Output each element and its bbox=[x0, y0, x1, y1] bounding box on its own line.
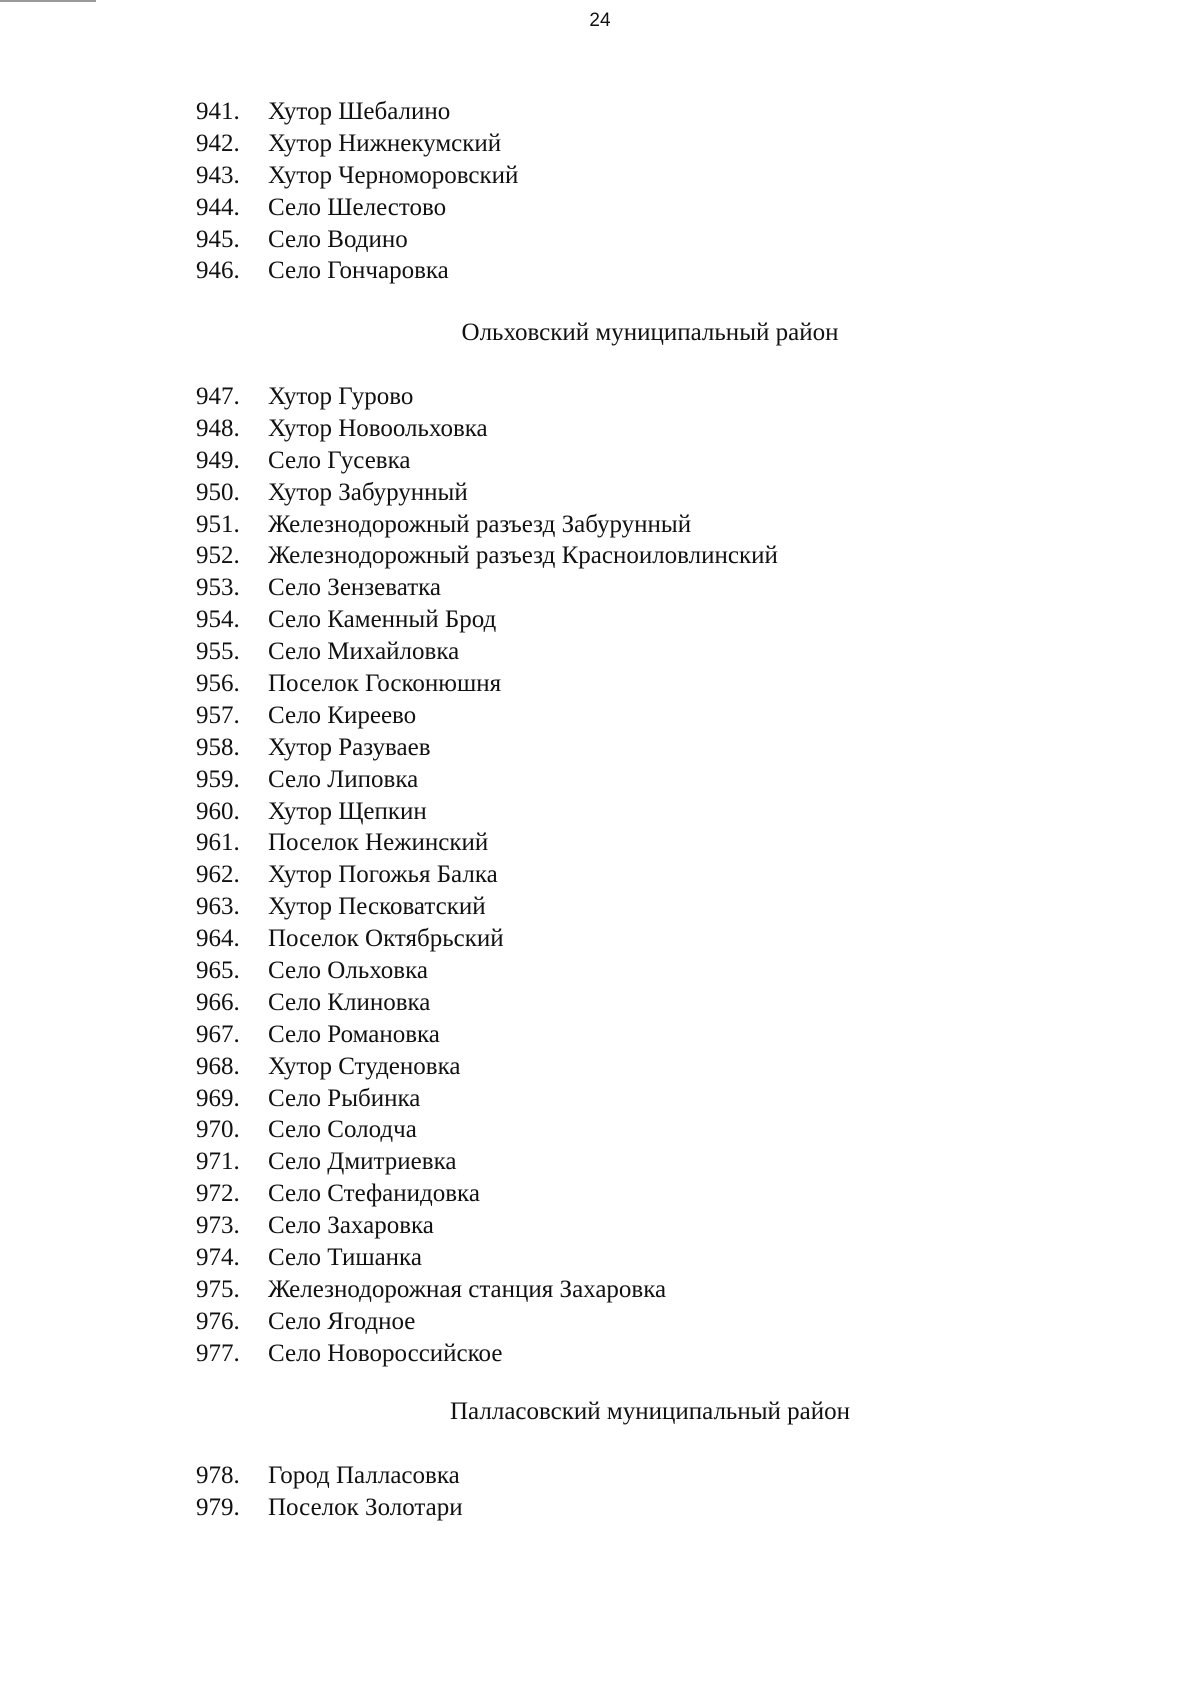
item-number: 953. bbox=[196, 574, 240, 602]
settlement-name: Хутор Новоольховка bbox=[268, 414, 488, 442]
list-item bbox=[196, 668, 778, 700]
item-number: 970. bbox=[196, 1116, 240, 1144]
list-item bbox=[196, 1178, 778, 1210]
settlement-name: Село Дмитриевка bbox=[268, 1148, 457, 1176]
item-number: 945. bbox=[196, 225, 240, 253]
item-number: 949. bbox=[196, 446, 240, 474]
list-item bbox=[196, 509, 778, 541]
item-number: 948. bbox=[196, 414, 240, 442]
item-number: 944. bbox=[196, 193, 240, 221]
item-number: 958. bbox=[196, 733, 240, 761]
settlement-name: Село Захаровка bbox=[268, 1212, 434, 1240]
item-number: 943. bbox=[196, 161, 240, 189]
settlement-name: Село Стефанидовка bbox=[268, 1180, 480, 1208]
item-number: 963. bbox=[196, 893, 240, 921]
settlement-name: Железнодорожная станция Захаровка bbox=[268, 1275, 667, 1303]
settlement-name: Село Зензеватка bbox=[268, 574, 441, 602]
settlement-list-continued bbox=[196, 96, 518, 287]
settlement-name: Поселок Нежинский bbox=[268, 829, 489, 857]
settlement-name: Хутор Нижнекумский bbox=[268, 129, 502, 157]
district-heading-pallasovsky: Палласовский муниципальный район bbox=[450, 1398, 850, 1425]
settlement-name: Хутор Гурово bbox=[268, 383, 414, 410]
settlement-name: Город Палласовка bbox=[268, 1462, 460, 1489]
settlement-name: Село Новороссийское bbox=[268, 1339, 503, 1367]
item-number: 968. bbox=[196, 1052, 240, 1080]
list-item bbox=[196, 477, 778, 509]
list-item bbox=[196, 540, 778, 572]
item-number: 952. bbox=[196, 542, 240, 570]
settlement-name: Хутор Шебалино bbox=[268, 98, 451, 125]
scan-edge-mark bbox=[0, 0, 96, 2]
item-number: 954. bbox=[196, 606, 240, 634]
list-item bbox=[196, 955, 778, 987]
item-number: 966. bbox=[196, 988, 240, 1016]
settlement-name: Село Киреево bbox=[268, 701, 417, 729]
settlement-name: Хутор Разуваев bbox=[268, 733, 431, 761]
list-item bbox=[196, 764, 778, 796]
settlement-name: Село Рыбинка bbox=[268, 1084, 421, 1112]
settlement-list-pallasovsky bbox=[196, 1460, 463, 1524]
list-item bbox=[196, 1306, 778, 1338]
settlement-name: Село Каменный Брод bbox=[268, 606, 497, 634]
item-number: 950. bbox=[196, 478, 240, 506]
item-number: 946. bbox=[196, 257, 240, 285]
list-item bbox=[196, 636, 778, 668]
list-item bbox=[196, 1242, 778, 1274]
item-number: 973. bbox=[196, 1212, 240, 1240]
settlement-name: Поселок Золотари bbox=[268, 1493, 463, 1521]
item-number: 961. bbox=[196, 829, 240, 857]
item-number: 969. bbox=[196, 1084, 240, 1112]
settlement-name: Село Липовка bbox=[268, 765, 419, 793]
list-item bbox=[196, 381, 778, 413]
item-number: 965. bbox=[196, 957, 240, 985]
list-item bbox=[196, 604, 778, 636]
item-number: 955. bbox=[196, 638, 240, 666]
settlement-name: Хутор Забурунный bbox=[268, 478, 468, 506]
item-number: 960. bbox=[196, 797, 240, 825]
list-item bbox=[196, 1051, 778, 1083]
item-number: 976. bbox=[196, 1307, 240, 1335]
list-item bbox=[196, 1019, 778, 1051]
list-item bbox=[196, 1146, 778, 1178]
item-number: 951. bbox=[196, 510, 240, 538]
district-heading-olkhovsky: Ольховский муниципальный район bbox=[461, 319, 839, 346]
list-item bbox=[196, 827, 778, 859]
settlement-name: Село Клиновка bbox=[268, 988, 431, 1016]
list-item bbox=[196, 923, 778, 955]
settlement-name: Железнодорожный разъезд Забурунный bbox=[268, 510, 692, 538]
item-number: 947. bbox=[196, 383, 240, 410]
list-item bbox=[196, 445, 778, 477]
list-item bbox=[196, 987, 778, 1019]
settlement-name: Хутор Студеновка bbox=[268, 1052, 461, 1080]
settlement-name: Село Водино bbox=[268, 225, 408, 253]
item-number: 957. bbox=[196, 701, 240, 729]
list-item bbox=[196, 1492, 463, 1524]
item-number: 964. bbox=[196, 925, 240, 953]
settlement-name: Село Михайловка bbox=[268, 638, 460, 666]
list-item bbox=[196, 128, 518, 160]
item-number: 962. bbox=[196, 861, 240, 889]
item-number: 978. bbox=[196, 1462, 240, 1489]
item-number: 956. bbox=[196, 670, 240, 698]
settlement-name: Село Ягодное bbox=[268, 1307, 416, 1335]
settlement-name: Село Тишанка bbox=[268, 1244, 422, 1272]
list-item bbox=[196, 1114, 778, 1146]
item-number: 972. bbox=[196, 1180, 240, 1208]
item-number: 971. bbox=[196, 1148, 240, 1176]
item-number: 967. bbox=[196, 1020, 240, 1048]
list-item bbox=[196, 224, 518, 256]
settlement-name: Село Гусевка bbox=[268, 446, 411, 474]
list-item bbox=[196, 1338, 778, 1370]
item-number: 974. bbox=[196, 1244, 240, 1272]
settlement-name: Хутор Щепкин bbox=[268, 797, 427, 825]
settlement-name: Поселок Госконюшня bbox=[268, 670, 502, 698]
list-item bbox=[196, 1210, 778, 1242]
settlement-name: Железнодорожный разъезд Красноиловлинский bbox=[268, 542, 778, 570]
list-item bbox=[196, 732, 778, 764]
settlement-name: Село Солодча bbox=[268, 1116, 417, 1144]
settlement-list-olkhovsky bbox=[196, 381, 778, 1370]
settlement-name: Село Романовка bbox=[268, 1020, 440, 1048]
list-item bbox=[196, 859, 778, 891]
list-item bbox=[196, 160, 518, 192]
settlement-name: Хутор Черноморовский bbox=[268, 161, 519, 189]
item-number: 977. bbox=[196, 1339, 240, 1367]
list-item bbox=[196, 96, 518, 128]
page-number: 24 bbox=[589, 10, 611, 31]
settlement-name: Хутор Песковатский bbox=[268, 893, 486, 921]
list-item bbox=[196, 1083, 778, 1115]
settlement-name: Село Ольховка bbox=[268, 957, 428, 985]
list-item bbox=[196, 1274, 778, 1306]
list-item bbox=[196, 891, 778, 923]
item-number: 942. bbox=[196, 129, 240, 157]
list-item bbox=[196, 796, 778, 828]
item-number: 941. bbox=[196, 98, 240, 125]
settlement-name: Село Шелестово bbox=[268, 193, 447, 221]
list-item bbox=[196, 413, 778, 445]
list-item bbox=[196, 700, 778, 732]
list-item bbox=[196, 1460, 463, 1492]
item-number: 975. bbox=[196, 1275, 240, 1303]
list-item bbox=[196, 192, 518, 224]
settlement-name: Село Гончаровка bbox=[268, 257, 449, 285]
settlement-name: Хутор Погожья Балка bbox=[268, 861, 498, 889]
list-item bbox=[196, 572, 778, 604]
settlement-name: Поселок Октябрьский bbox=[268, 925, 504, 953]
list-item bbox=[196, 255, 518, 287]
item-number: 959. bbox=[196, 765, 240, 793]
item-number: 979. bbox=[196, 1493, 240, 1521]
